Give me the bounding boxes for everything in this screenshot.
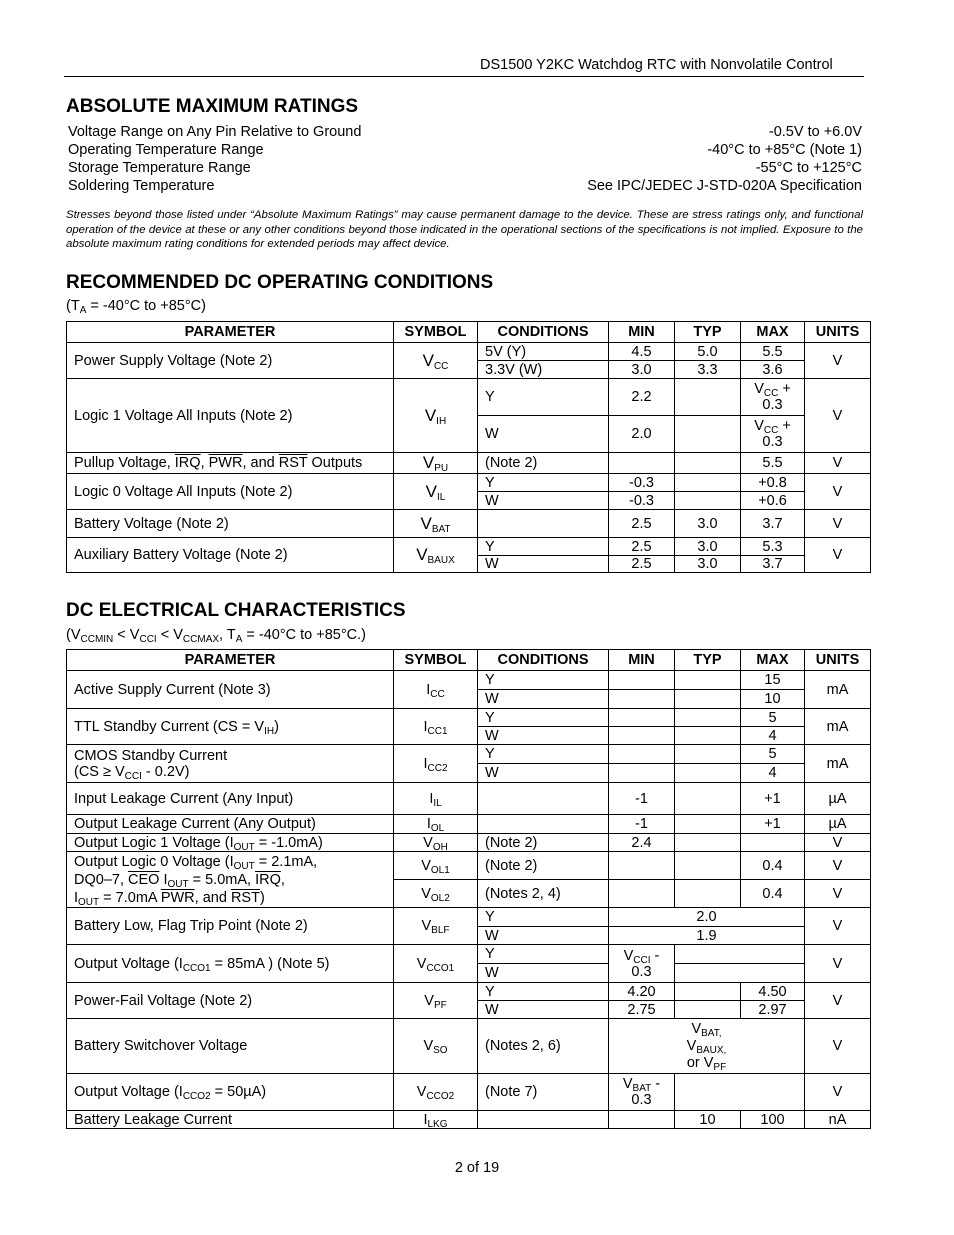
col-symbol: SYMBOL	[394, 322, 478, 343]
header-rule	[64, 76, 864, 77]
symbol: $V_{SO}$	[394, 1019, 478, 1074]
amr-row	[68, 177, 862, 195]
table-row: 3.3V (W) 3.0 3.3 3.6	[67, 361, 871, 379]
stress-note: Stresses beyond those listed under “Absolute Maximum Ratings” may cause permanent damage to the device. These are stress ratings only, and functional operation of the device at these or any other conditions beyond those indicated in the operational sections of the specifications is not implied. Exposure to the absolute maximum rating conditions for extended periods may affect device.	[66, 209, 863, 250]
col-max: MAX	[741, 650, 805, 671]
col-max: MAX	[741, 322, 805, 343]
col-units: UNITS	[805, 650, 871, 671]
table-row: W	[67, 964, 871, 983]
col-units: UNITS	[805, 322, 871, 343]
table-row: Battery Leakage Current $I_{LKG}$ 10 100 nA	[67, 1111, 871, 1129]
table-row: W 4	[67, 764, 871, 783]
table-row: Battery Low, Flag Trip Point (Note 2) $V_{BLF}$ Y 2.0 V	[67, 908, 871, 927]
amr-value: -0.5V to +6.0V	[768, 124, 862, 140]
table-row: Auxiliary Battery Voltage (Note 2) $V_{BAUX}$ Y 2.5 3.0 5.3 V	[67, 538, 871, 556]
symbol: $V_{OL2}$	[394, 880, 478, 908]
symbol: $V_{OL1}$	[394, 852, 478, 880]
table-row: Output Voltage ($I_{CCO1} = 85mA$ ) (Note 5) $V_{CCO1}$ Y $V_{CCI}$ - 0.3 V	[67, 945, 871, 964]
table-row: Logic 1 Voltage All Inputs (Note 2) $V_{IH}$ Y 2.2 $V_{CC}$ + 0.3 V	[67, 379, 871, 416]
amr-list	[68, 123, 862, 195]
table-row: TTL Standby Current $(CS = V_{IH})$ $I_{CC1}$ Y 5 mA	[67, 709, 871, 727]
amr-label: Soldering Temperature	[68, 178, 215, 194]
amr-value: -40°C to +85°C (Note 1)	[707, 142, 862, 158]
table-row: Battery Voltage (Note 2) $V_{BAT}$ 2.5 3.0 3.7 V	[67, 510, 871, 538]
symbol: $I_{OL}$	[394, 815, 478, 834]
table-row: Power Supply Voltage (Note 2) $V_{CC}$ 5V (Y) 4.5 5.0 5.5 V	[67, 343, 871, 361]
symbol: $V_{IL}$	[394, 474, 478, 510]
rdc-conditions: ($T_A = -40^\circ C$ to +85°C)	[66, 298, 206, 316]
col-min: MIN	[609, 650, 675, 671]
symbol: $V_{IH}$	[394, 379, 478, 453]
rdc-table	[66, 321, 871, 573]
symbol: $I_{CC}$	[394, 671, 478, 709]
table-row: W 2.75 2.97	[67, 1001, 871, 1019]
col-conditions: CONDITIONS	[478, 322, 609, 343]
symbol: $V_{PF}$	[394, 983, 478, 1019]
symbol: $V_{OH}$	[394, 834, 478, 852]
table-row: Active Supply Current (Note 3) $I_{CC}$ Y 15 mA	[67, 671, 871, 690]
amr-row	[68, 123, 862, 141]
col-parameter: PARAMETER	[67, 322, 394, 343]
table-row: Power-Fail Voltage (Note 2) $V_{PF}$ Y 4.20 4.50 V	[67, 983, 871, 1001]
table-header-row	[67, 650, 871, 671]
col-typ: TYP	[675, 650, 741, 671]
amr-row	[68, 141, 862, 159]
table-row: W -0.3 +0.6	[67, 492, 871, 510]
rdc-heading: RECOMMENDED DC OPERATING CONDITIONS	[66, 272, 494, 293]
symbol: $I_{CC2}$	[394, 745, 478, 783]
table-row: W 10	[67, 690, 871, 709]
symbol: $V_{BAUX}$	[394, 538, 478, 573]
symbol: $I_{IL}$	[394, 783, 478, 815]
table-row: W 2.0 $V_{CC}$ + 0.3	[67, 416, 871, 453]
table-row: $V_{OL2}$ (Notes 2, 4) 0.4 V	[67, 880, 871, 908]
table-row: Output Logic 0 Voltage ($I_{OUT} = 2.1mA$, DQ0–7, $\overline{CEO}$ $I_{OUT} = 5.0mA$, $\overline{IRQ}$, $I_{OUT} = 7.0mA$ $\overline{PWR}$, and $\overline{RST}$) $V_{OL1}$ (Note 2) 0.4 V	[67, 852, 871, 880]
dce-table	[66, 649, 871, 1129]
table-row: Output Voltage $(I_{CCO2} = 50\mu A)$ $V_{CCO2}$ (Note 7) $V_{BAT}$ - 0.3 V	[67, 1074, 871, 1111]
symbol: $I_{CC1}$	[394, 709, 478, 745]
col-parameter: PARAMETER	[67, 650, 394, 671]
col-conditions: CONDITIONS	[478, 650, 609, 671]
table-row: W 1.9	[67, 927, 871, 945]
amr-heading: ABSOLUTE MAXIMUM RATINGS	[66, 96, 359, 117]
amr-row	[68, 159, 862, 177]
amr-label: Operating Temperature Range	[68, 142, 264, 158]
amr-label: Storage Temperature Range	[68, 160, 251, 176]
table-row: CMOS Standby Current $(CS \ge V_{CCI} - 0.2V)$ $I_{CC2}$ Y 5 mA	[67, 745, 871, 764]
document-header: DS1500 Y2KC Watchdog RTC with Nonvolatile Control	[480, 57, 833, 73]
dce-heading: DC ELECTRICAL CHARACTERISTICS	[66, 600, 406, 621]
table-row: Input Leakage Current (Any Input) $I_{IL}$ -1 +1 µA	[67, 783, 871, 815]
symbol: $V_{BLF}$	[394, 908, 478, 945]
col-min: MIN	[609, 322, 675, 343]
table-row: W 4	[67, 727, 871, 745]
symbol: $V_{CCO1}$	[394, 945, 478, 983]
symbol: $V_{CCO2}$	[394, 1074, 478, 1111]
symbol: $I_{LKG}$	[394, 1111, 478, 1129]
dce-conditions: ($V_{CCMIN} < V_{CCI} < V_{CCMAX}$, $T_A = -40^\circ C$ to +85°C.)	[66, 627, 367, 645]
col-typ: TYP	[675, 322, 741, 343]
table-row: Pullup Voltage, $\overline{IRQ}$, $\overline{PWR}$, and $\overline{RST}$ Outputs $V_{PU}$ (Note 2) 5.5 V	[67, 453, 871, 474]
amr-label: Voltage Range on Any Pin Relative to Ground	[68, 124, 362, 140]
symbol: $V_{BAT}$	[394, 510, 478, 538]
table-row: W 2.5 3.0 3.7	[67, 556, 871, 573]
table-row: Battery Switchover Voltage $V_{SO}$ (Notes 2, 6) $V_{BAT,}$ $V_{BAUX,}$ or $V_{PF}$ V	[67, 1019, 871, 1074]
amr-value: See IPC/JEDEC J-STD-020A Specification	[587, 178, 862, 194]
table-row: Logic 0 Voltage All Inputs (Note 2) $V_{IL}$ Y -0.3 +0.8 V	[67, 474, 871, 492]
col-symbol: SYMBOL	[394, 650, 478, 671]
symbol: $V_{CC}$	[394, 343, 478, 379]
amr-value: -55°C to +125°C	[755, 160, 862, 176]
page-number: 2 of 19	[454, 1160, 500, 1176]
table-row: Output Logic 1 Voltage $(I_{OUT} = -1.0mA)$ $V_{OH}$ (Note 2) 2.4 V	[67, 834, 871, 852]
table-header-row	[67, 322, 871, 343]
table-row: Output Leakage Current (Any Output) $I_{OL}$ -1 +1 µA	[67, 815, 871, 834]
symbol: $V_{PU}$	[394, 453, 478, 474]
